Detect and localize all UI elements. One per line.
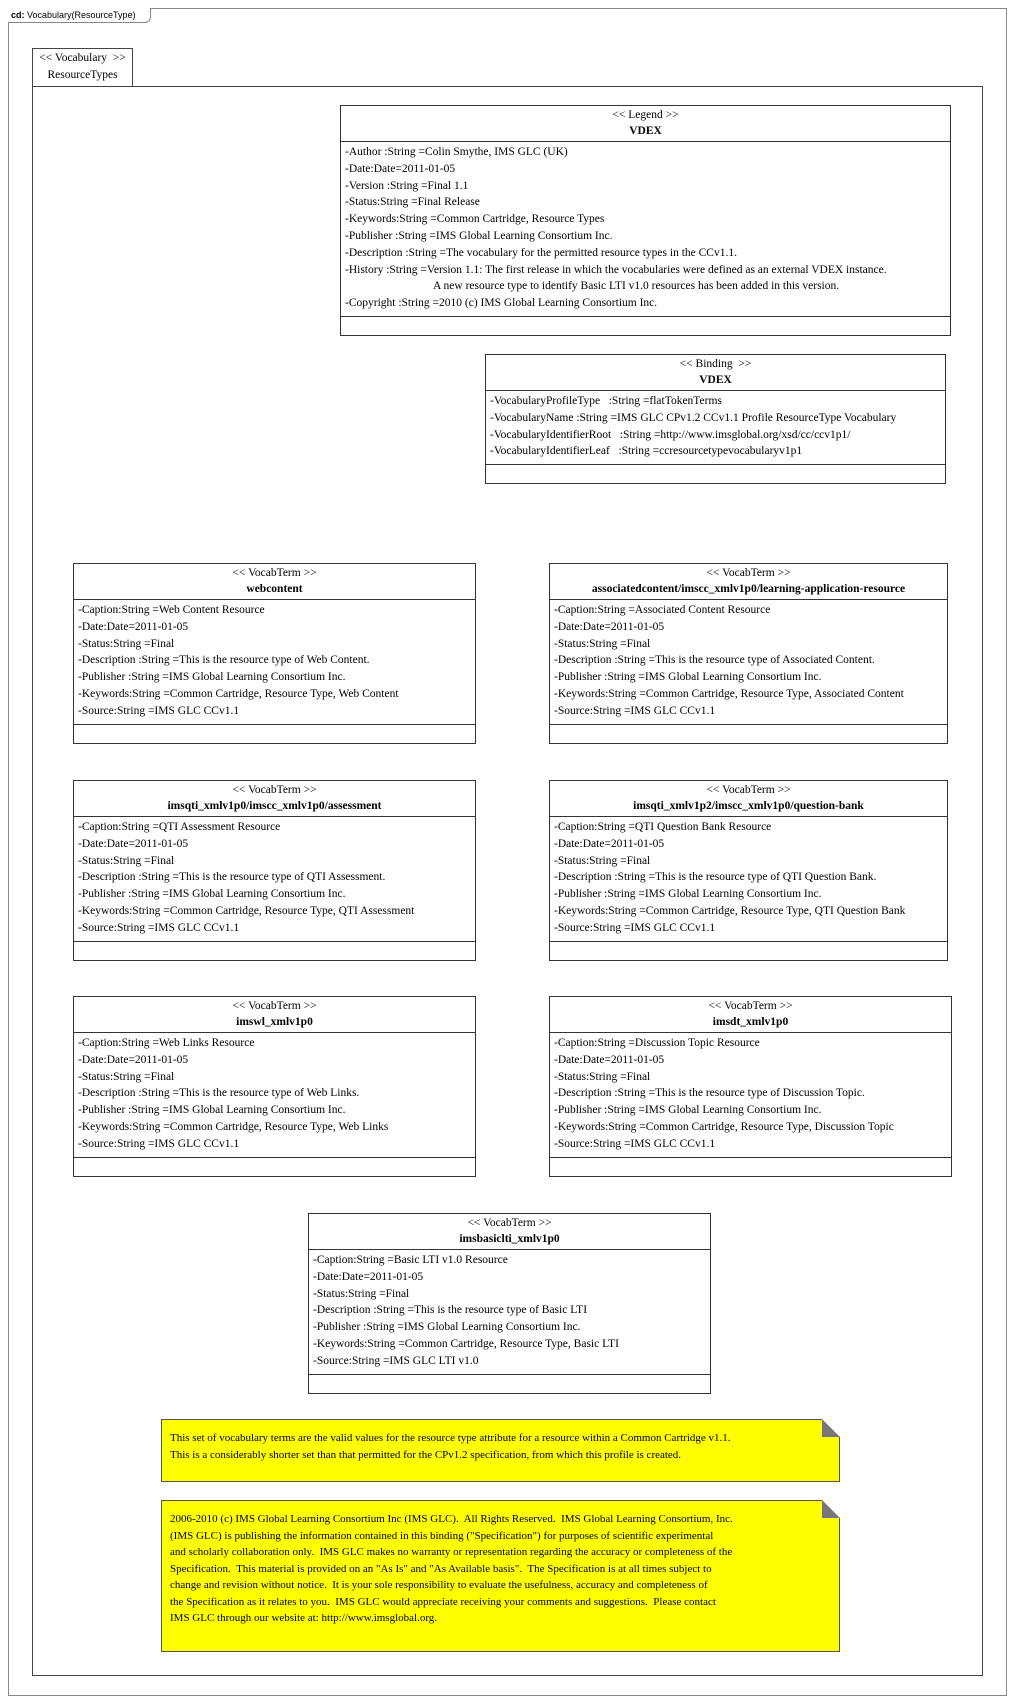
note-line: change and revision without notice. It is your sole responsibility to evaluate the usefulness, accuracy and completeness of (170, 1579, 708, 1591)
attribute: -Publisher :String =IMS Global Learning Consortium Inc. (313, 1321, 581, 1334)
note-line: the Specification as it relates to you. IMS GLC would appreciate receiving your comments and suggestions. Please contact (170, 1595, 716, 1608)
attribute: -Publisher :String =IMS Global Learning Consortium Inc. (345, 229, 613, 242)
attribute: -Publisher :String =IMS Global Learning Consortium Inc. (554, 888, 822, 901)
attribute: -Caption:String =Basic LTI v1.0 Resource (313, 1254, 508, 1266)
attribute: -VocabularyIdentifierLeaf :String =ccresourcetypevocabularyv1p1 (490, 445, 803, 458)
class-header (550, 997, 951, 1033)
attribute: -Status:String =Final (554, 637, 651, 650)
vocabterm-webcontent[interactable] (73, 563, 476, 744)
class-name: VDEX (629, 125, 662, 137)
attribute: -Keywords:String =Common Cartridge, Resource Type, Discussion Topic (554, 1120, 894, 1133)
note-line: This is a considerably shorter set than that permitted for the CPv1.2 specification, from which this profile is created. (170, 1448, 682, 1461)
class-stereotype: << VocabTerm >> (706, 567, 791, 579)
attribute: -Keywords:String =Common Cartridge, Resource Type, QTI Question Bank (554, 904, 906, 917)
attribute: -Source:String =IMS GLC CCv1.1 (78, 921, 240, 934)
class-header (309, 1214, 710, 1250)
class-stereotype: << Binding >> (679, 358, 752, 370)
attribute: -History :String =Version 1.1: The first release in which the vocabularies were defined as an external VDEX instance. (345, 263, 887, 276)
class-stereotype: << VocabTerm >> (232, 784, 317, 796)
attribute: -Publisher :String =IMS Global Learning Consortium Inc. (78, 1104, 346, 1117)
attribute: -Caption:String =QTI Assessment Resource (78, 821, 281, 833)
note-line: (IMS GLC) is publishing the information contained in this binding ("Specification") for purposes of scientific experimental (170, 1529, 714, 1542)
attribute: -Description :String =This is the resource type of Associated Content. (554, 654, 875, 667)
class-stereotype: << VocabTerm >> (708, 1000, 793, 1012)
class-operations (74, 942, 475, 960)
attribute: -Date:Date=2011-01-05 (554, 1053, 665, 1066)
vocabterm-assessment[interactable] (73, 780, 476, 961)
vocabterm-associatedcontent[interactable] (549, 563, 948, 744)
attribute: -Publisher :String =IMS Global Learning Consortium Inc. (554, 1104, 822, 1117)
attribute: -Date:Date=2011-01-05 (554, 620, 665, 633)
class-stereotype: << VocabTerm >> (232, 567, 317, 579)
attribute: -VocabularyIdentifierRoot :String =http://www.imsglobal.org/xsd/cc/ccv1p1/ (490, 428, 851, 441)
attribute: -Caption:String =Associated Content Resource (554, 604, 771, 616)
attribute: -Keywords:String =Common Cartridge, Resource Type, Basic LTI (313, 1337, 619, 1350)
attribute: -Publisher :String =IMS Global Learning Consortium Inc. (78, 888, 346, 901)
class-name: associatedcontent/imscc_xmlv1p0/learning-application-resource (591, 583, 906, 595)
class-name: imsqti_xmlv1p2/imscc_xmlv1p0/question-bank (633, 800, 864, 812)
class-header (550, 781, 947, 817)
class-header (74, 781, 475, 817)
class-header (74, 564, 475, 600)
attribute: -VocabularyProfileType :String =flatTokenTerms (490, 395, 722, 407)
vocabterm-question-bank[interactable] (549, 780, 948, 961)
attribute-continuation: A new resource type to identify Basic LTI v1.0 resources has been added in this version. (433, 280, 840, 293)
note-line: IMS GLC through our website at: http://www.imsglobal.org. (170, 1612, 438, 1624)
class-header (550, 564, 947, 600)
attribute: -Date:Date=2011-01-05 (554, 837, 665, 850)
note-line: This set of vocabulary terms are the valid values for the resource type attribute for a resource within a Common Cartridge v1.1. (170, 1432, 731, 1444)
vocabterm-weblinks[interactable] (73, 996, 476, 1177)
attribute: -Version :String =Final 1.1 (345, 179, 469, 192)
class-operations (550, 942, 947, 960)
attribute: -Description :String =This is the resource type of QTI Question Bank. (554, 871, 877, 884)
attribute: -Status:String =Final Release (345, 196, 480, 209)
class-header (74, 997, 475, 1033)
class-attributes (550, 600, 947, 725)
class-header (341, 106, 950, 142)
attribute: -Keywords:String =Common Cartridge, Resource Type, QTI Assessment (78, 904, 415, 917)
attribute: -Description :String =This is the resource type of QTI Assessment. (78, 871, 386, 884)
attribute: -Source:String =IMS GLC CCv1.1 (78, 1137, 240, 1150)
class-operations (74, 725, 475, 743)
class-attributes (550, 817, 947, 942)
vocabterm-basiclti[interactable] (308, 1213, 711, 1394)
class-name: webcontent (246, 583, 303, 595)
class-operations (341, 317, 950, 335)
vocabterm-discussion-topic[interactable] (549, 996, 952, 1177)
package-name: ResourceTypes (47, 69, 118, 81)
class-stereotype: << Legend >> (612, 109, 679, 121)
class-header (486, 355, 945, 391)
attribute: -Caption:String =Discussion Topic Resource (554, 1037, 760, 1049)
attribute: -Status:String =Final (78, 637, 175, 650)
attribute: -Status:String =Final (78, 854, 175, 867)
class-attributes (341, 142, 950, 317)
class-name: imsdt_xmlv1p0 (712, 1016, 789, 1028)
attribute: -Status:String =Final (554, 854, 651, 867)
class-operations (550, 725, 947, 743)
class-operations (309, 1375, 710, 1393)
attribute: -Source:String =IMS GLC CCv1.1 (78, 704, 240, 717)
note-line: Specification. This material is provided on an "As Is" and "As Available basis". The Specification is at all times subject to (170, 1562, 712, 1575)
class-attributes (74, 817, 475, 942)
copyright-note[interactable] (161, 1500, 840, 1652)
class-name: imswl_xmlv1p0 (236, 1016, 313, 1028)
scope-note[interactable] (161, 1419, 840, 1482)
class-operations (486, 465, 945, 483)
binding-class[interactable] (485, 354, 946, 484)
attribute: -Source:String =IMS GLC LTI v1.0 (313, 1354, 479, 1367)
attribute: -Author :String =Colin Smythe, IMS GLC (UK) (345, 146, 568, 158)
note-line: 2006-2010 (c) IMS Global Learning Consortium Inc (IMS GLC). All Rights Reserved. IMS Global Learning Consortium, Inc. (170, 1513, 733, 1525)
class-name: imsbasiclti_xmlv1p0 (459, 1233, 560, 1245)
attribute: -Status:String =Final (554, 1070, 651, 1083)
attribute: -Description :String =This is the resource type of Web Links. (78, 1087, 360, 1100)
attribute: -Source:String =IMS GLC CCv1.1 (554, 704, 716, 717)
attribute: -Caption:String =Web Content Resource (78, 604, 265, 616)
attribute: -Copyright :String =2010 (c) IMS Global Learning Consortium Inc. (345, 297, 658, 310)
attribute: -Publisher :String =IMS Global Learning Consortium Inc. (78, 671, 346, 684)
attribute: -Date:Date=2011-01-05 (345, 162, 456, 175)
package-stereotype: << Vocabulary >> (39, 52, 126, 64)
frame-title: Vocabulary(ResourceType) (27, 10, 136, 20)
class-attributes (486, 391, 945, 465)
class-operations (74, 1158, 475, 1176)
class-attributes (74, 600, 475, 725)
attribute: -Caption:String =QTI Question Bank Resource (554, 821, 772, 833)
class-attributes (550, 1033, 951, 1158)
class-name: imsqti_xmlv1p0/imscc_xmlv1p0/assessment (167, 800, 382, 812)
attribute: -Keywords:String =Common Cartridge, Resource Types (345, 213, 605, 226)
attribute: -Source:String =IMS GLC CCv1.1 (554, 921, 716, 934)
attribute: -Date:Date=2011-01-05 (78, 620, 189, 633)
attribute: -VocabularyName :String =IMS GLC CPv1.2 CCv1.1 Profile ResourceType Vocabulary (490, 411, 897, 424)
attribute: -Date:Date=2011-01-05 (78, 1053, 189, 1066)
attribute: -Date:Date=2011-01-05 (78, 837, 189, 850)
attribute: -Keywords:String =Common Cartridge, Resource Type, Web Content (78, 687, 399, 700)
note-fold-corner (822, 1500, 840, 1518)
class-stereotype: << VocabTerm >> (467, 1217, 552, 1229)
class-stereotype: << VocabTerm >> (706, 784, 791, 796)
legend-class[interactable] (340, 105, 951, 336)
attribute: -Caption:String =Web Links Resource (78, 1037, 255, 1049)
frame-prefix: cd: (11, 10, 25, 20)
note-fold-corner (822, 1419, 840, 1437)
attribute: -Description :String =The vocabulary for the permitted resource types in the CCv1.1. (345, 246, 737, 259)
attribute: -Description :String =This is the resource type of Web Content. (78, 654, 370, 667)
note-line: and scholarly collaboration only. IMS GLC makes no warranty or representation regarding the accuracy or completeness of the (170, 1546, 733, 1558)
class-name: VDEX (699, 374, 732, 386)
attribute: -Description :String =This is the resource type of Basic LTI (313, 1304, 588, 1317)
attribute: -Status:String =Final (78, 1070, 175, 1083)
attribute: -Publisher :String =IMS Global Learning Consortium Inc. (554, 671, 822, 684)
attribute: -Keywords:String =Common Cartridge, Resource Type, Web Links (78, 1120, 389, 1133)
class-attributes (309, 1250, 710, 1375)
package-tab[interactable] (32, 48, 133, 86)
class-operations (550, 1158, 951, 1176)
diagram-frame-label (8, 8, 151, 23)
attribute: -Keywords:String =Common Cartridge, Resource Type, Associated Content (554, 687, 904, 700)
class-attributes (74, 1033, 475, 1158)
class-stereotype: << VocabTerm >> (232, 1000, 317, 1012)
attribute: -Status:String =Final (313, 1287, 410, 1300)
attribute: -Description :String =This is the resource type of Discussion Topic. (554, 1087, 865, 1100)
attribute: -Source:String =IMS GLC CCv1.1 (554, 1137, 716, 1150)
attribute: -Date:Date=2011-01-05 (313, 1270, 424, 1283)
